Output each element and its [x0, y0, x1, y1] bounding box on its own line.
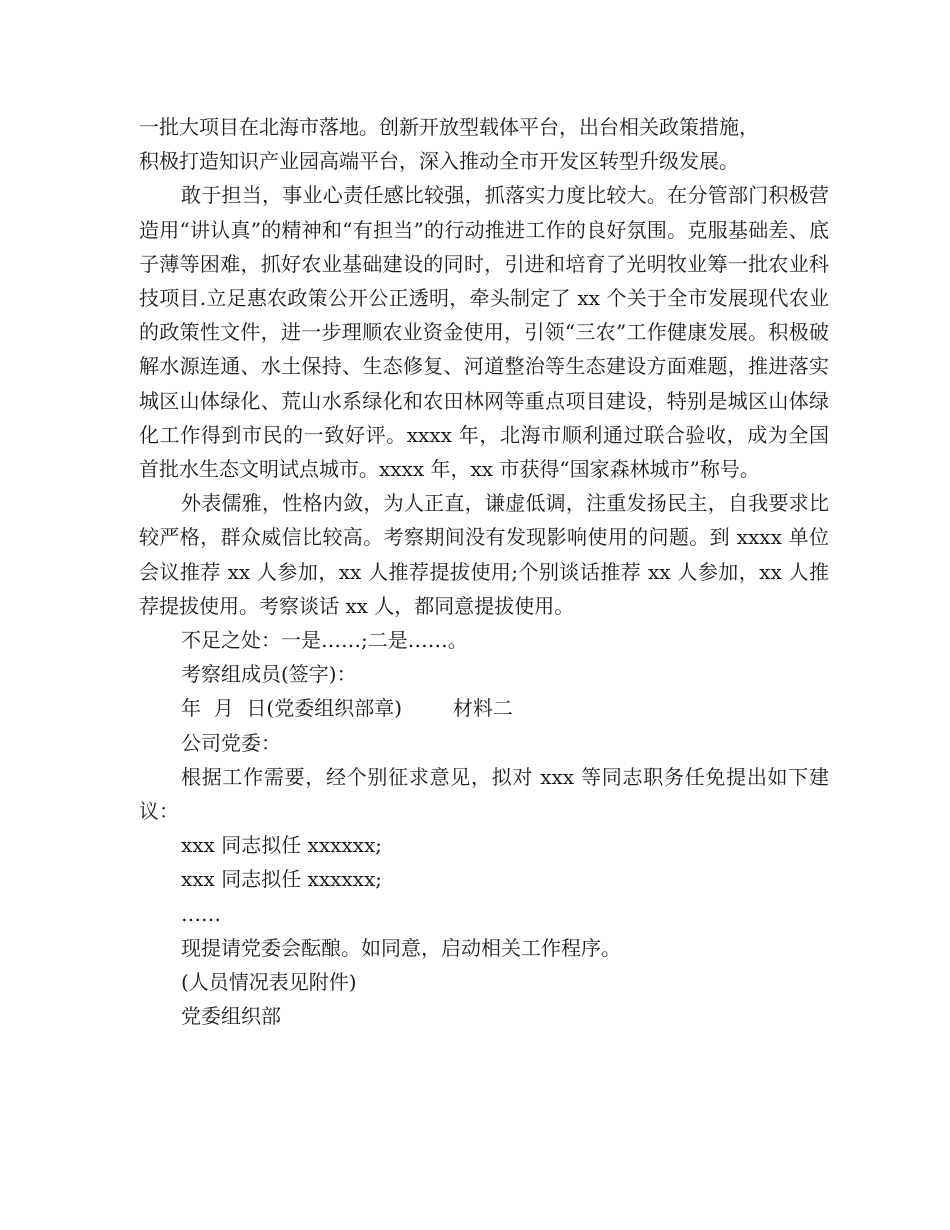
addressee-line: 公司党委： — [181, 730, 281, 755]
text-line: 一批大项目在北海市落地。创新开放型载体平台，出台相关政策措施， — [139, 115, 759, 139]
paragraph-responsibility: 敢于担当，事业心责任感比较强，抓落实力度比较大。在分管部门积极营造用“讲认真”的精神和“有担当”的行动推进工作的良好氛围。克服基础差、底子薄等困难，抓好农业基础建设的同时，引进和培育了光明牧业筹一批农业科技项目.立足惠农政策公开公正透明，牵头制定了 xx 个关于全市发展现代农业的政策性文件，进一步理顺农业资金使用，引领“三农”工作健康发展。积极破解水源连通、水土保持、生态修复、河道整治等生态建设方面难题，推进落实城区山体绿化、荒山水系绿化和农田林网等重点项目建设，特别是城区山体绿化工作得到市民的一致好评。xxxx 年，北海市顺利通过联合验收，成为全国首批水生态文明试点城市。xxxx 年，xx 市获得“国家森林城市”称号。 — [139, 183, 829, 482]
request-line: 现提请党委会酝酿。如同意，启动相关工作程序。 — [181, 935, 621, 960]
appointment-item: xxx 同志拟任 xxxxxx; — [181, 833, 382, 858]
sender-line: 党委组织部 — [181, 1004, 281, 1029]
attachment-note: (人员情况表见附件) — [181, 970, 357, 995]
signature-line: 考察组成员(签字)： — [181, 662, 357, 687]
paragraph-continuation — [139, 110, 829, 178]
paragraph-character: 外表儒雅，性格内敛，为人正直，谦虚低调，注重发扬民主，自我要求比较严格，群众威信比较高。考察期间没有发现影响使用的问题。到 xxxx 单位会议推荐 xx 人参加，xx 人推荐提拔使用;个别谈话推荐 xx 人参加，xx 人推荐提拔使用。考察谈话 xx 人，都同意提拔使用。 — [139, 491, 829, 618]
appointment-item: xxx 同志拟任 xxxxxx; — [181, 867, 382, 892]
document-body — [139, 110, 829, 1033]
shortcomings-line: 不足之处：一是……;二是……。 — [181, 628, 468, 653]
appointment-item-ellipsis: …… — [181, 901, 221, 926]
date-seal-line: 年 月 日(党委组织部章) 材料二 — [181, 696, 513, 721]
text-line: 积极打造知识产业园高端平台，深入推动全市开发区转型升级发展。 — [139, 149, 739, 174]
proposal-paragraph: 根据工作需要，经个别征求意见，拟对 xxx 等同志职务任免提出如下建议： — [139, 764, 829, 824]
